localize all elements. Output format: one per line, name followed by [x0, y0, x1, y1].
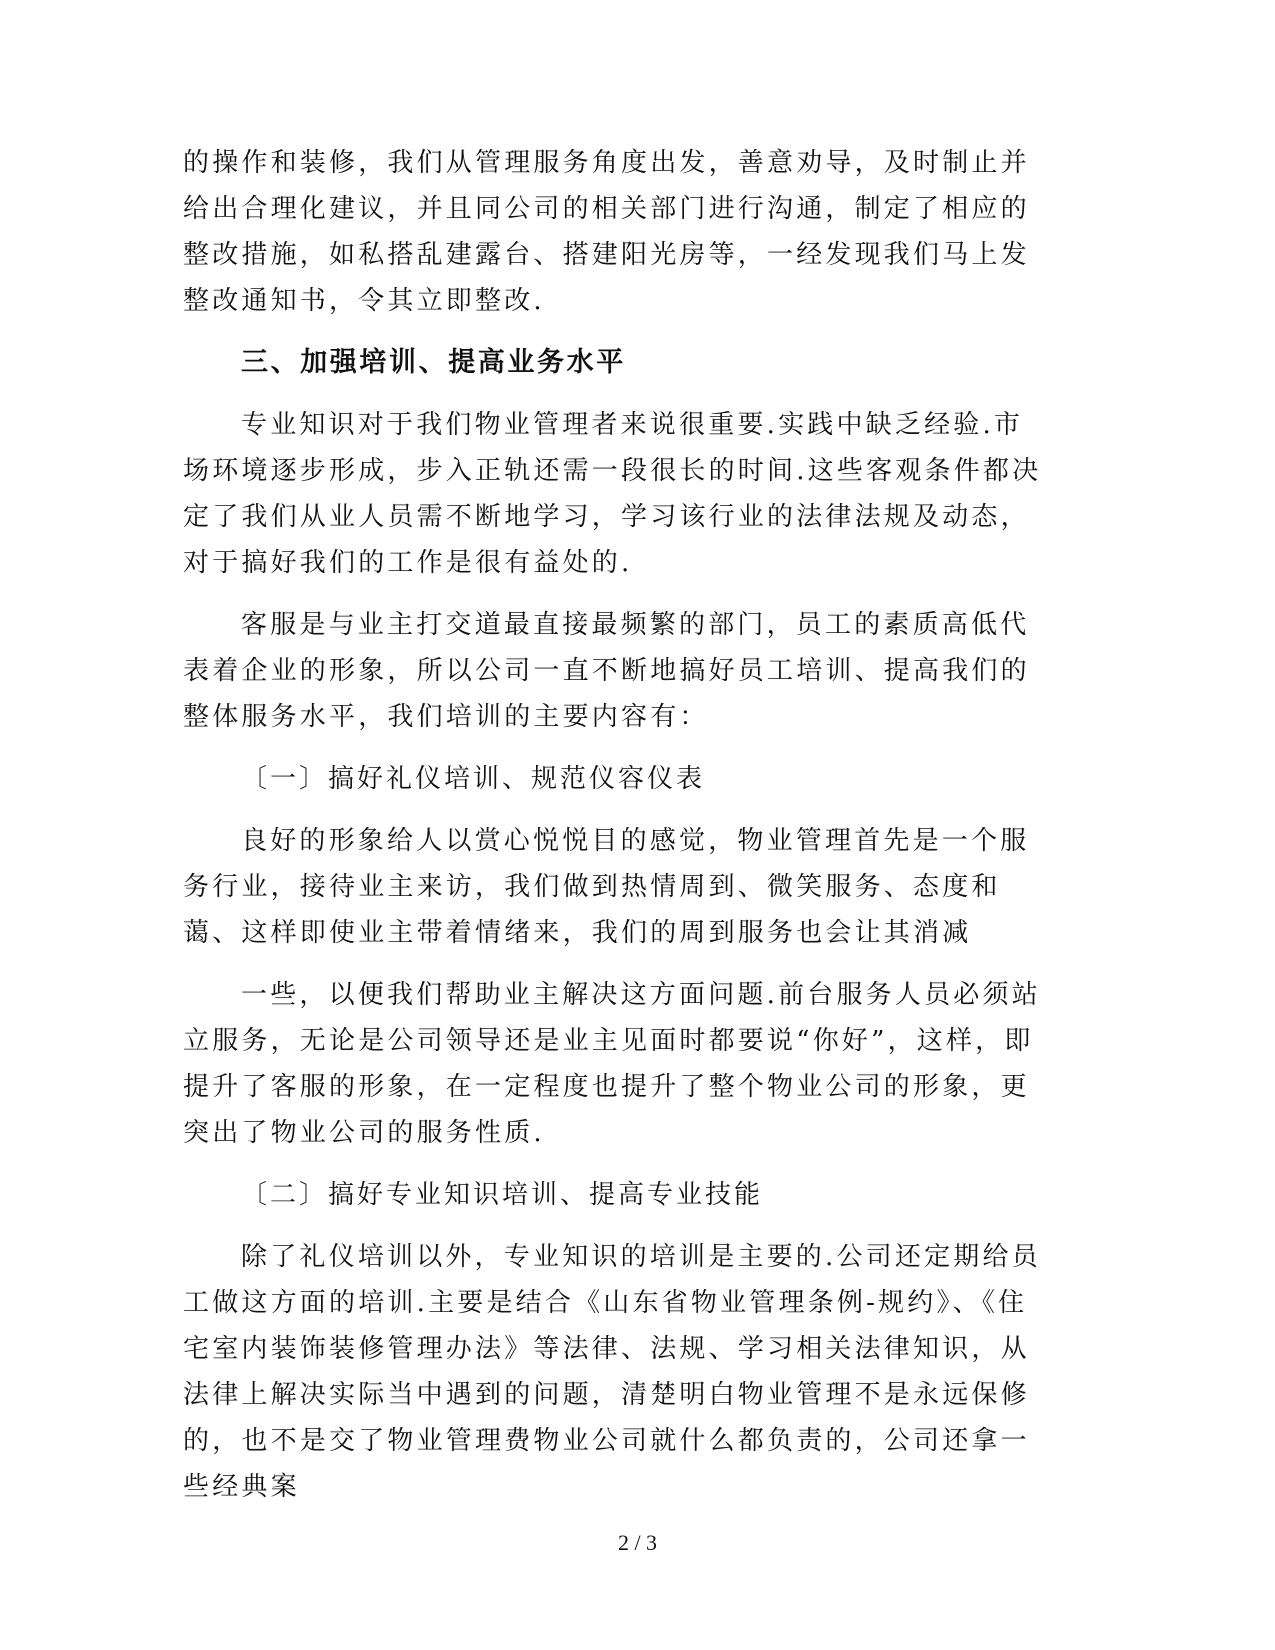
paragraph-customer-service: 客服是与业主打交道最直接最频繁的部门，员工的素质高低代表着企业的形象，所以公司一直不断地搞好员工培训、提高我们的整体服务水平，我们培训的主要内容有：: [183, 610, 1030, 732]
subheading-professional-training: 〔二〕搞好专业知识培训、提高专业技能: [241, 1180, 764, 1210]
paragraph-front-desk: 一些，以便我们帮助业主解决这方面问题.前台服务人员必须站立服务，无论是公司领导还是业主见面时都要说“你好”，这样，即提升了客服的形象，在一定程度也提升了整个物业公司的形象，更突出了物业公司的服务性质.: [183, 980, 1041, 1148]
page-number: 2 / 3: [617, 1530, 658, 1555]
document-body: [183, 140, 1043, 1510]
paragraph-good-image: 良好的形象给人以赏心悦悦目的感觉，物业管理首先是一个服务行业，接待业主来访，我们做到热情周到、微笑服务、态度和蔼、这样即使业主带着情绪来，我们的周到服务也会让其消减: [183, 826, 1030, 948]
paragraph-legal-training: 除了礼仪培训以外，专业知识的培训是主要的.公司还定期给员工做这方面的培训.主要是结合《山东省物业管理条例-规约》、《住宅室内装饰装修管理办法》等法律、法规、学习相关法律知识，从法律上解决实际当中遇到的问题，清楚明白物业管理不是永远保修的，也不是交了物业管理费物业公司就什么都负责的，公司还拿一些经典案: [183, 1242, 1041, 1502]
subheading-etiquette-training: 〔一〕搞好礼仪培训、规范仪容仪表: [241, 764, 706, 794]
paragraph-continued: 的操作和装修，我们从管理服务角度出发，善意劝导，及时制止并给出合理化建议，并且同公司的相关部门进行沟通，制定了相应的整改措施，如私搭乱建露台、搭建阳光房等，一经发现我们马上发整改通知书，令其立即整改.: [183, 148, 1030, 316]
paragraph-professional-knowledge: 专业知识对于我们物业管理者来说很重要.实践中缺乏经验.市场环境逐步形成，步入正轨还需一段很长的时间.这些客观条件都决定了我们从业人员需不断地学习，学习该行业的法律法规及动态，对于搞好我们的工作是很有益处的.: [183, 410, 1042, 578]
section-heading-3: 三、加强培训、提高业务水平: [241, 347, 626, 378]
